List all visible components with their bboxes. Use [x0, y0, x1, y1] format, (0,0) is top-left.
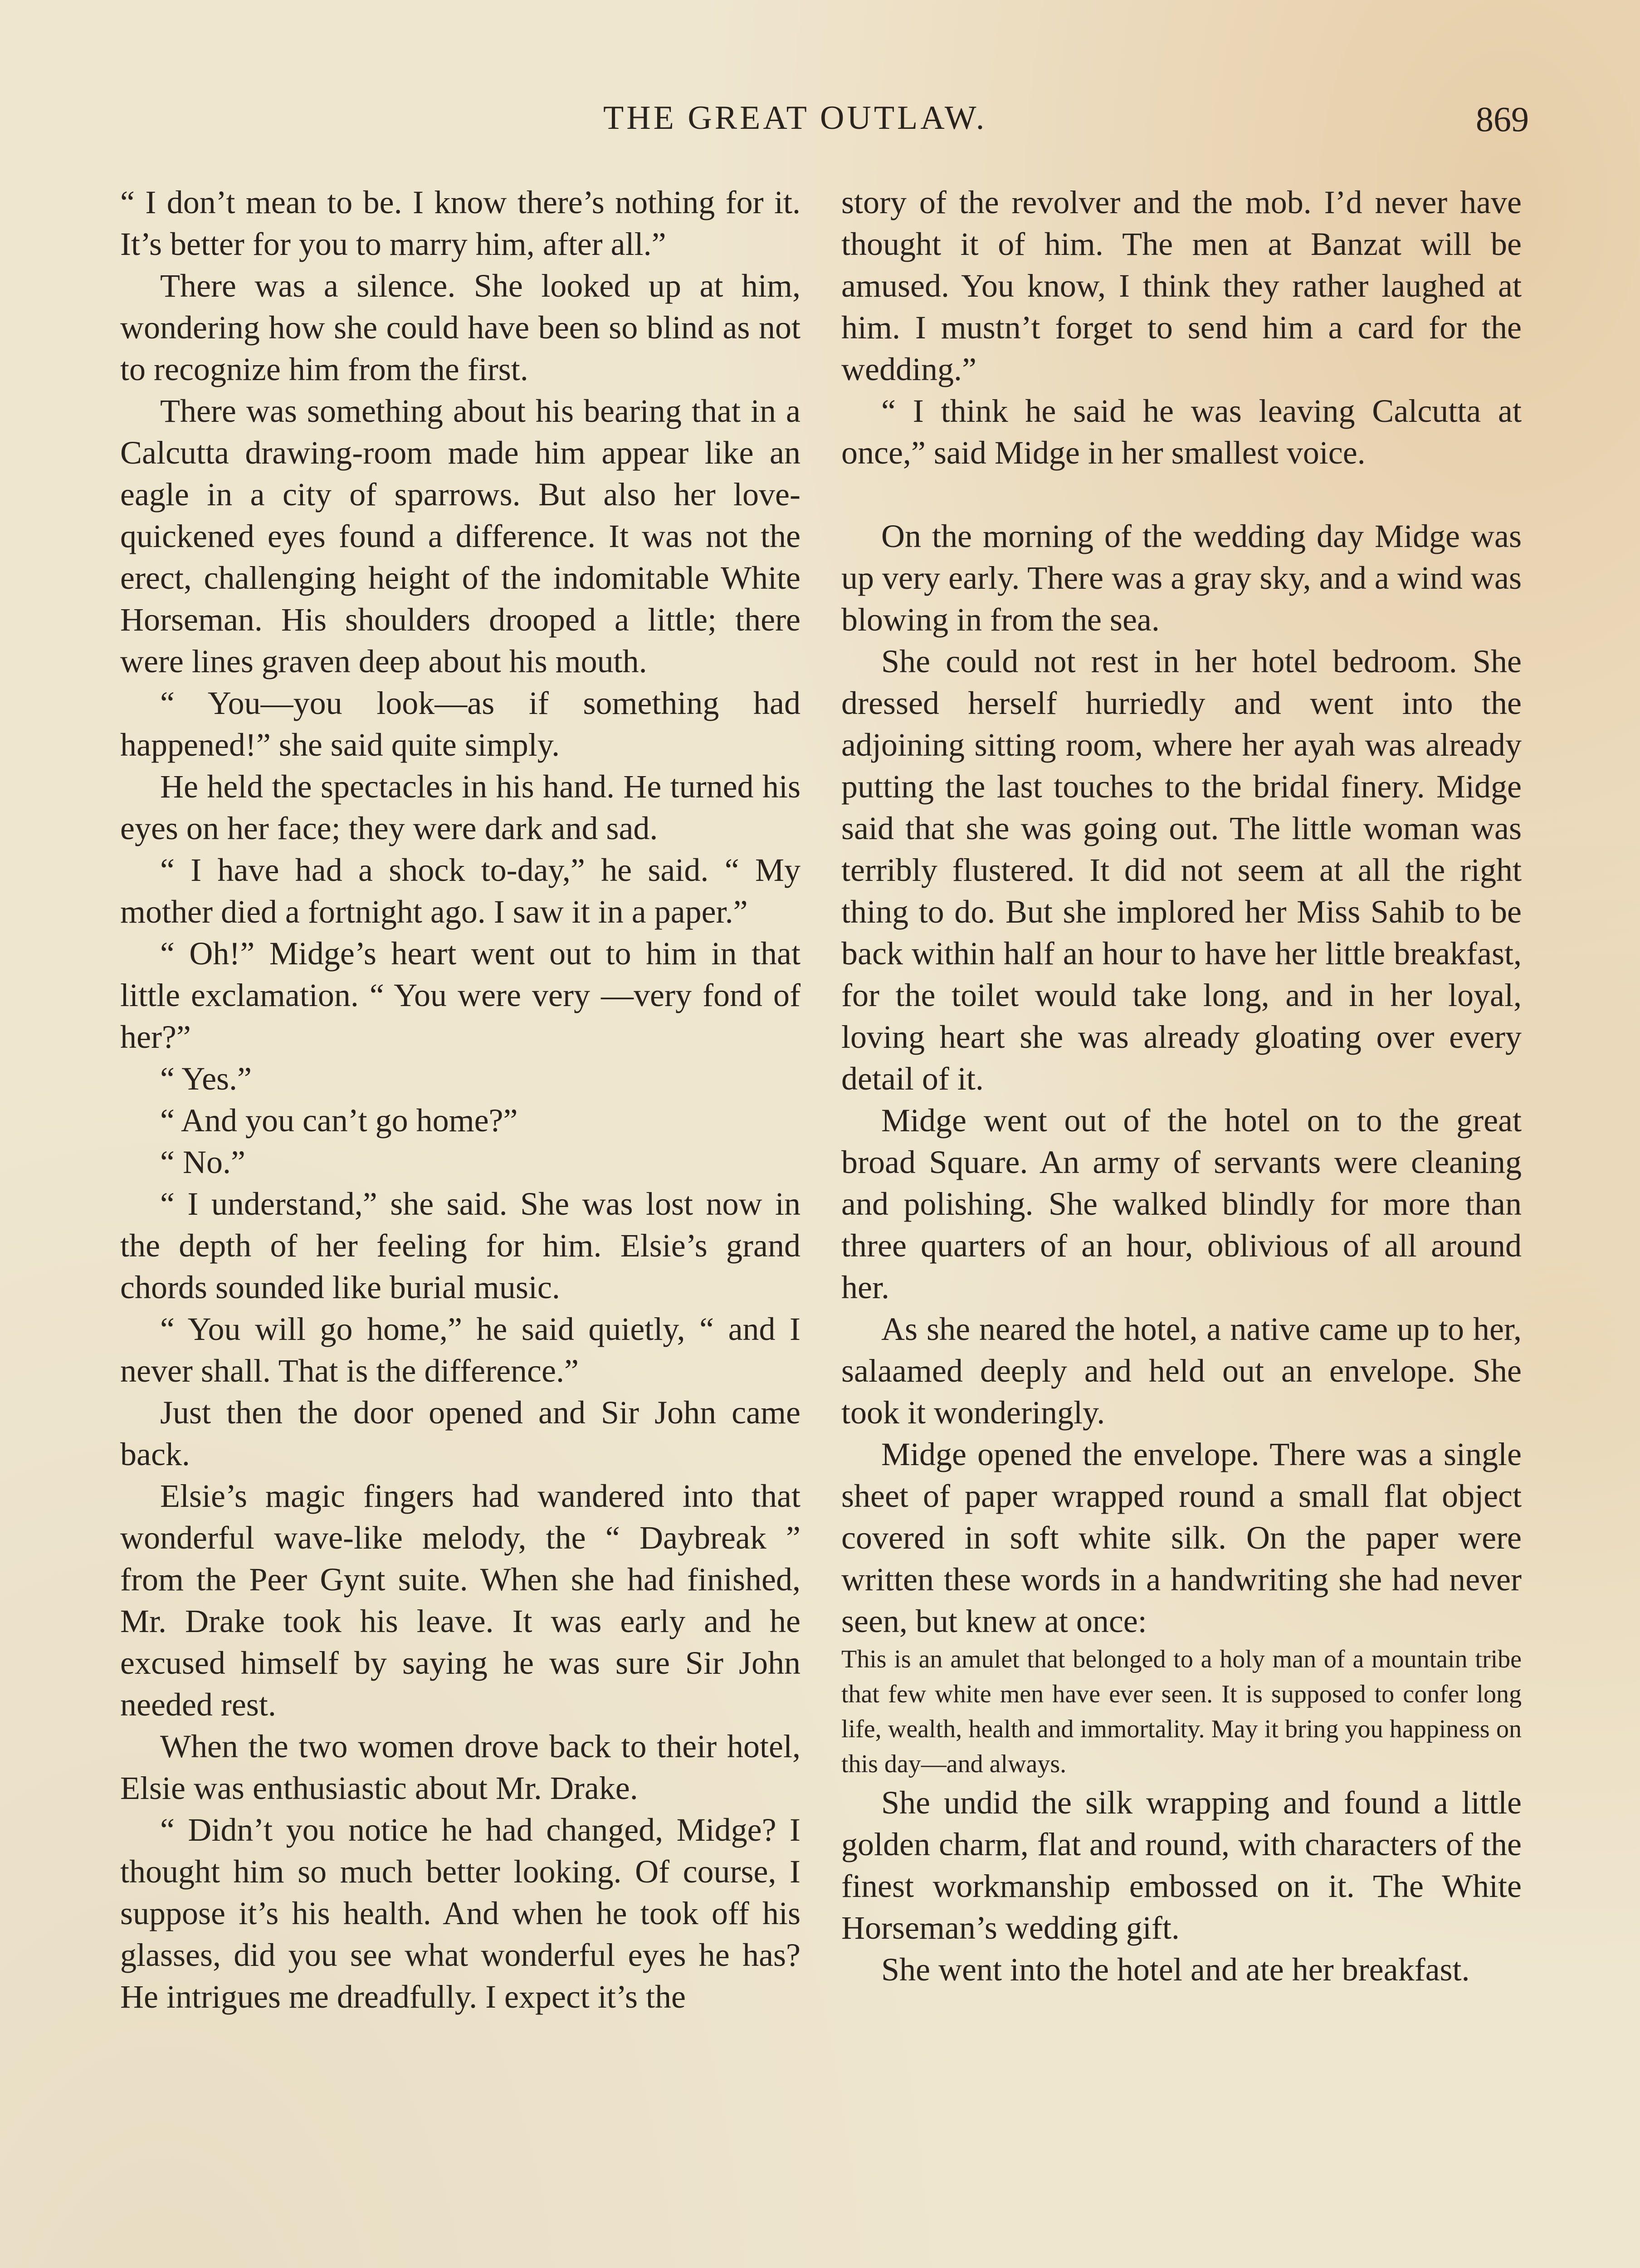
- paragraph: “ Yes.”: [160, 1061, 252, 1097]
- paragraph: “ I think he said he was leaving Calcutta at once,” said Midge in her smallest voice.: [841, 393, 1522, 471]
- paragraph: “ I have had a shock to-day,” he said. “ My mother died a fortnight ago. I saw it in a paper.”: [120, 852, 800, 930]
- paragraph: “ Oh!” Midge’s heart went out to him in that little exclamation. “ You were very —very fond of her?”: [120, 935, 800, 1055]
- paragraph: Midge went out of the hotel on to the great broad Square. An army of servants were cleaning and polishing. She walked blindly for more than three quarters of an hour, oblivious of all around her.: [841, 1102, 1522, 1305]
- paragraph: When the two women drove back to their hotel, Elsie was enthusiastic about Mr. Drake.: [120, 1728, 800, 1806]
- paragraph: He held the spectacles in his hand. He turned his eyes on her face; they were dark and sad.: [120, 768, 800, 846]
- left-column: [120, 181, 800, 2018]
- paragraph: “ I understand,” she said. She was lost now in the depth of her feeling for him. Elsie’s grand chords sounded like burial music.: [120, 1186, 800, 1305]
- paragraph: Midge opened the envelope. There was a single sheet of paper wrapped round a small flat object covered in soft white silk. On the paper were written these words in a handwriting she had never seen, but knew at once:: [841, 1436, 1522, 1639]
- paragraph: There was a silence. She looked up at him, wondering how she could have been so blind as not to recognize him from the first.: [120, 268, 800, 387]
- paragraph: “ I don’t mean to be. I know there’s nothing for it. It’s better for you to marry him, after all.”: [120, 184, 800, 262]
- paragraph: There was something about his bearing that in a Calcutta drawing-room made him appear like an eagle in a city of sparrows. But also her love-quickened eyes found a difference. It was not the erect, challenging height of the indomitable White Horseman. His shoulders drooped a little; there were lines graven deep about his mouth.: [120, 393, 800, 679]
- paragraph: She could not rest in her hotel bedroom. She dressed herself hurriedly and went into the adjoining sitting room, where her ayah was already putting the last touches to the bridal finery. Midge said that she was going out. The little woman was terribly flustered. It did not seem at all the right thing to do. But she implored her Miss Sahib to be back within half an hour to have her little breakfast, for the toilet would take long, and in her loyal, loving heart she was already gloating over every detail of it.: [841, 643, 1522, 1097]
- paragraph: As she neared the hotel, a native came up to her, salaamed deeply and held out an envelope. She took it wonderingly.: [841, 1311, 1522, 1431]
- running-header: THE GREAT OUTLAW.: [603, 99, 987, 137]
- paragraph: She undid the silk wrapping and found a little golden charm, flat and round, with characters of the finest workmanship embossed on it. The White Horseman’s wedding gift.: [841, 1784, 1522, 1946]
- right-column: [841, 181, 1522, 1990]
- page-number: 869: [1476, 99, 1529, 139]
- section-paragraph: On the morning of the wedding day Midge was up very early. There was a gray sky, and a wind was blowing in from the sea.: [841, 518, 1522, 638]
- paragraph: “ You will go home,” he said quietly, “ and I never shall. That is the difference.”: [120, 1311, 800, 1389]
- amulet-note: This is an amulet that belonged to a holy man of a mountain tribe that few white men have ever seen. It is supposed to confer long life, wealth, health and immortality. May it bring you happiness on this day—and always.: [841, 1645, 1522, 1778]
- paragraph: story of the revolver and the mob. I’d never have thought it of him. The men at Banzat will be amused. You know, I think they rather laughed at him. I mustn’t forget to send him a card for the wedding.”: [841, 184, 1522, 387]
- paragraph: “ You—you look—as if something had happened!” she said quite simply.: [120, 685, 800, 763]
- paragraph: “ No.”: [160, 1144, 245, 1180]
- paragraph: Elsie’s magic fingers had wandered into that wonderful wave-like melody, the “ Daybreak ” from the Peer Gynt suite. When she had finished, Mr. Drake took his leave. It was early and he excused himself by saying he was sure Sir John needed rest.: [120, 1478, 800, 1723]
- paragraph: She went into the hotel and ate her breakfast.: [881, 1951, 1470, 1988]
- paragraph: “ Didn’t you notice he had changed, Midge? I thought him so much better looking. Of course, I suppose it’s his health. And when he took off his glasses, did you see what wonderful eyes he has? He intrigues me dreadfully. I expect it’s the: [120, 1812, 800, 2015]
- paragraph: “ And you can’t go home?”: [160, 1102, 518, 1139]
- paragraph: Just then the door opened and Sir John came back.: [120, 1394, 800, 1472]
